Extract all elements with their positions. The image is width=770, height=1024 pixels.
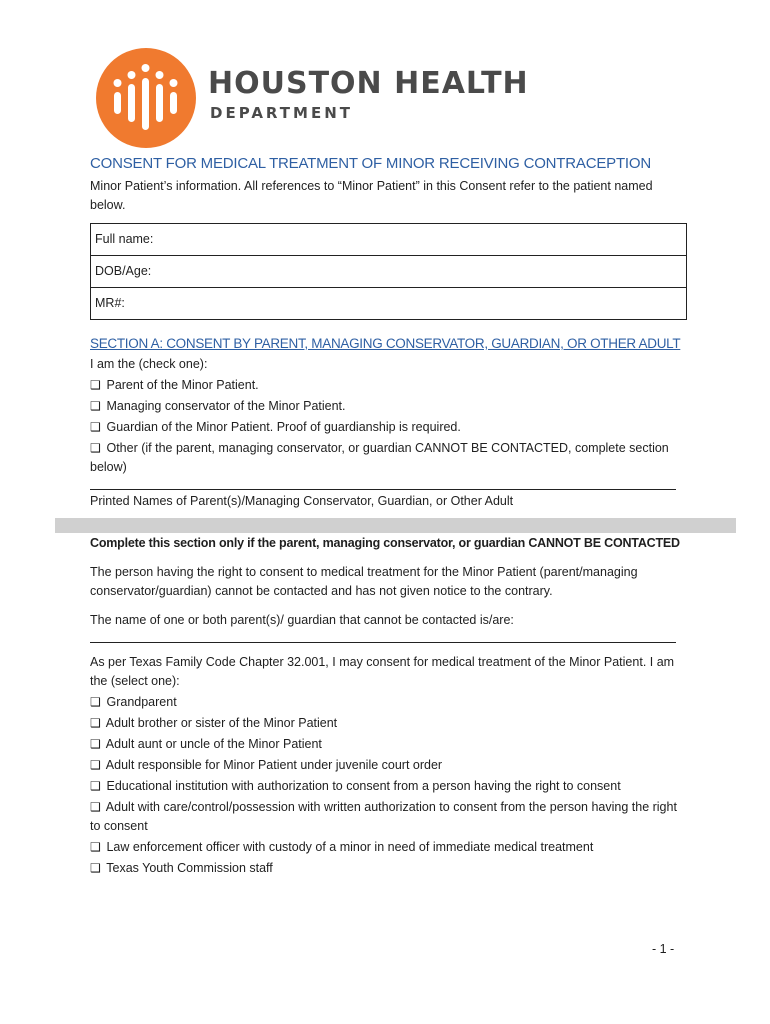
checkbox-icon[interactable]: ❑ bbox=[90, 758, 101, 772]
checkbox-icon[interactable]: ❑ bbox=[90, 840, 101, 854]
checkbox-icon[interactable]: ❑ bbox=[90, 399, 101, 413]
checkbox-icon[interactable]: ❑ bbox=[90, 420, 101, 434]
document-title: CONSENT FOR MEDICAL TREATMENT OF MINOR RECEIVING CONTRACEPTION bbox=[90, 155, 651, 172]
option-grandparent[interactable] bbox=[90, 693, 690, 712]
option-guardian[interactable] bbox=[90, 418, 690, 437]
full-name-field[interactable]: Full name: bbox=[91, 224, 687, 256]
option-label: Law enforcement officer with custody of a minor in need of immediate medical treatment bbox=[106, 840, 594, 854]
page-number: - 1 - bbox=[652, 942, 675, 956]
option-educational-institution[interactable] bbox=[90, 777, 690, 796]
parent-name-line[interactable] bbox=[90, 632, 676, 643]
option-label: Adult brother or sister of the Minor Patient bbox=[105, 716, 338, 730]
option-label: Adult responsible for Minor Patient under juvenile court order bbox=[105, 758, 443, 772]
section-b-para2: The name of one or both parent(s)/ guardian that cannot be contacted is/are: bbox=[90, 613, 514, 627]
checkbox-icon[interactable]: ❑ bbox=[90, 695, 101, 709]
houston-health-logo bbox=[96, 48, 529, 148]
section-divider bbox=[55, 518, 736, 533]
option-label: Educational institution with authorization to consent from a person having the right to consent bbox=[106, 779, 621, 793]
option-other[interactable] bbox=[90, 439, 690, 477]
checkbox-icon[interactable]: ❑ bbox=[90, 800, 101, 814]
logo-subtitle: DEPARTMENT bbox=[210, 104, 353, 122]
table-row bbox=[91, 256, 687, 288]
checkbox-icon[interactable]: ❑ bbox=[90, 779, 101, 793]
section-b-para3: As per Texas Family Code Chapter 32.001, I may consent for medical treatment of the Minor Patient. I am the (select one): bbox=[90, 655, 675, 688]
option-court-order[interactable] bbox=[90, 756, 690, 775]
section-a-prompt: I am the (check one): bbox=[90, 357, 208, 371]
option-label: Adult aunt or uncle of the Minor Patient bbox=[105, 737, 322, 751]
option-label: Texas Youth Commission staff bbox=[106, 861, 273, 875]
mr-number-field[interactable]: MR#: bbox=[91, 288, 687, 320]
option-label: Guardian of the Minor Patient. Proof of guardianship is required. bbox=[106, 420, 461, 434]
option-adult-sibling[interactable] bbox=[90, 714, 690, 733]
intro-text: Minor Patient’s information. All references to “Minor Patient” in this Consent refer to the patient named below. bbox=[90, 179, 653, 212]
section-b-para1: The person having the right to consent to medical treatment for the Minor Patient (parent/managing conservator/guardian) cannot be contacted and has not given notice to the contrary. bbox=[90, 565, 638, 598]
option-label: Grandparent bbox=[106, 695, 177, 709]
option-label: Adult with care/control/possession with written authorization to consent from the person having the right to consent bbox=[90, 800, 677, 833]
option-label: Parent of the Minor Patient. bbox=[106, 378, 259, 392]
checkbox-icon[interactable]: ❑ bbox=[90, 441, 101, 455]
checkbox-icon[interactable]: ❑ bbox=[90, 378, 101, 392]
option-adult-with-care[interactable] bbox=[90, 798, 690, 836]
option-texas-youth-commission[interactable] bbox=[90, 859, 690, 878]
table-row bbox=[91, 224, 687, 256]
section-a-heading: SECTION A: CONSENT BY PARENT, MANAGING CONSERVATOR, GUARDIAN, OR OTHER ADULT bbox=[90, 336, 681, 351]
checkbox-icon[interactable]: ❑ bbox=[90, 737, 101, 751]
option-label: Managing conservator of the Minor Patient. bbox=[106, 399, 346, 413]
option-adult-aunt-uncle[interactable] bbox=[90, 735, 690, 754]
logo-name: HOUSTON HEALTH bbox=[208, 66, 529, 101]
option-parent[interactable] bbox=[90, 376, 690, 395]
form-lower bbox=[90, 532, 690, 878]
checkbox-icon[interactable]: ❑ bbox=[90, 861, 101, 875]
checkbox-icon[interactable]: ❑ bbox=[90, 716, 101, 730]
logo-emblem-icon bbox=[96, 48, 196, 148]
signature-caption: Printed Names of Parent(s)/Managing Conservator, Guardian, or Other Adult bbox=[90, 494, 514, 508]
option-managing-conservator[interactable] bbox=[90, 397, 690, 416]
option-law-enforcement[interactable] bbox=[90, 838, 690, 857]
option-label: Other (if the parent, managing conservator, or guardian CANNOT BE CONTACTED, complete section below) bbox=[90, 441, 669, 474]
patient-info-table bbox=[90, 223, 687, 320]
form-upper bbox=[90, 154, 690, 511]
signature-line[interactable] bbox=[90, 479, 676, 490]
section-b-heading: Complete this section only if the parent, managing conservator, or guardian CANNOT BE CONTACTED bbox=[90, 536, 680, 550]
table-row bbox=[91, 288, 687, 320]
dob-age-field[interactable]: DOB/Age: bbox=[91, 256, 687, 288]
